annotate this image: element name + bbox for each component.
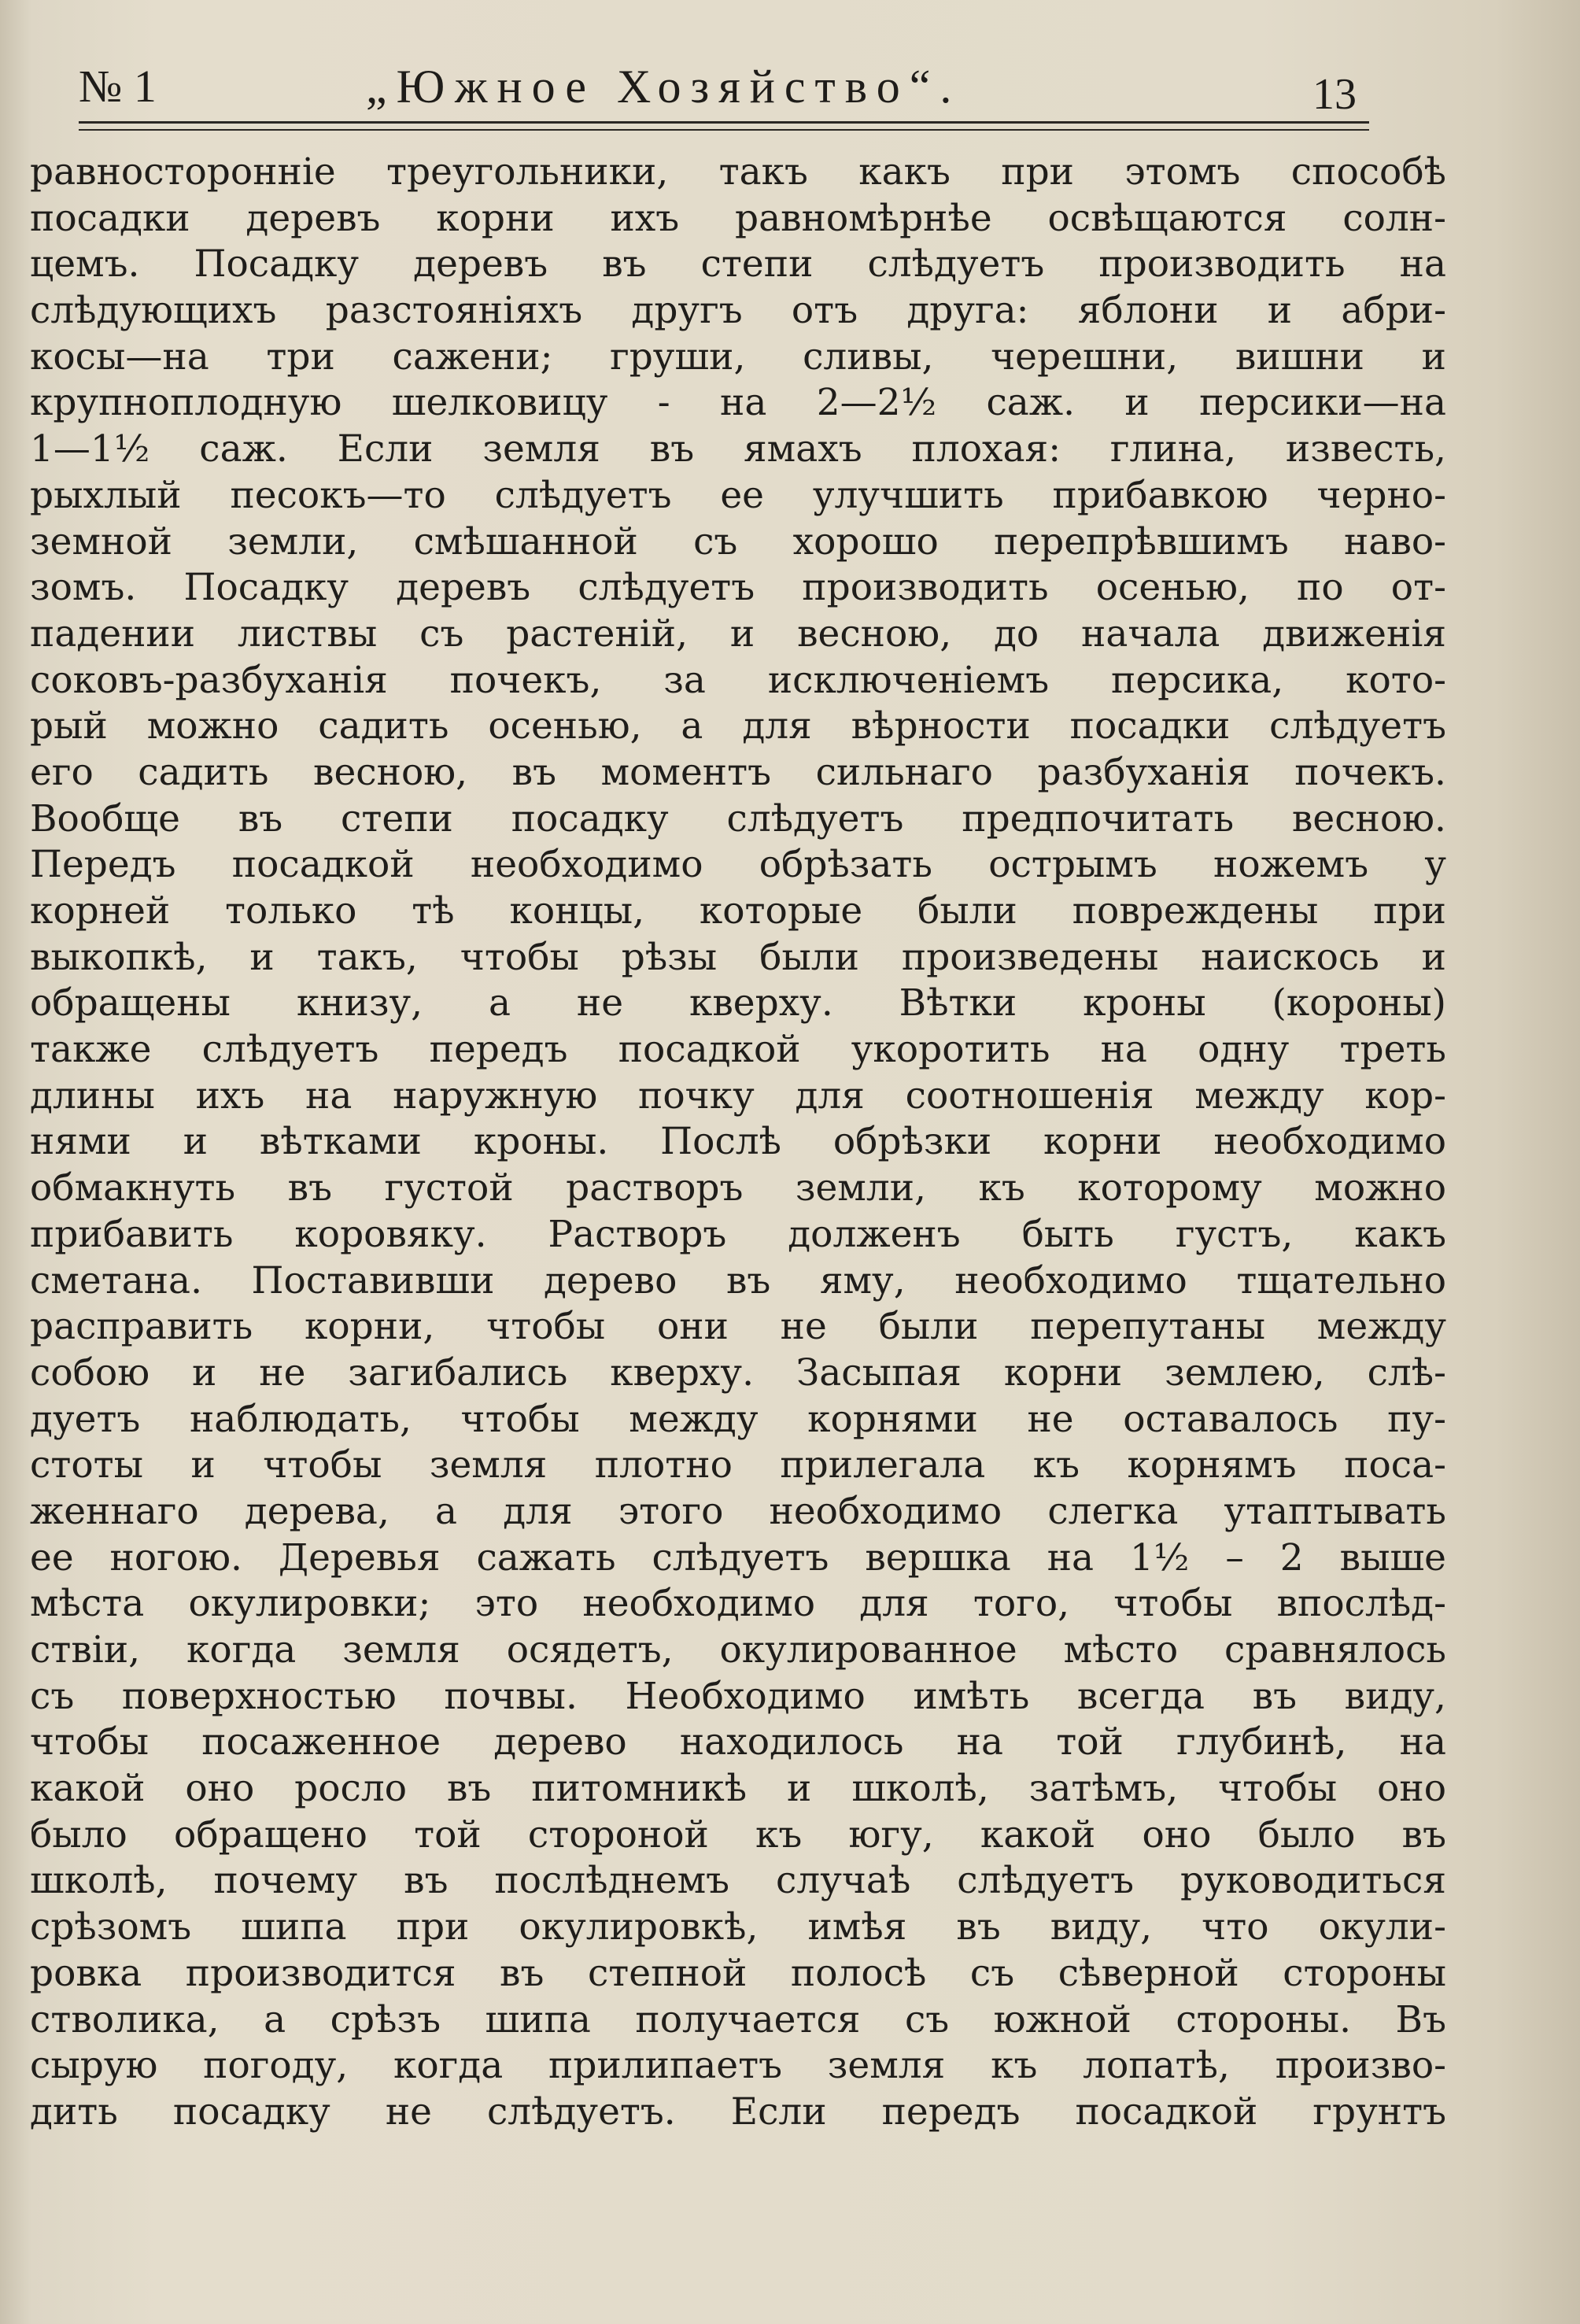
text-line: сырую погоду, когда прилипаетъ земля къ лопатѣ, произво- bbox=[30, 2044, 1446, 2088]
text-line: цемъ. Посадку деревъ въ степи слѣдуетъ производить на bbox=[30, 242, 1446, 286]
text-line: Передъ посадкой необходимо обрѣзать острымъ ножемъ у bbox=[30, 843, 1446, 887]
text-line: срѣзомъ шипа при окулировкѣ, имѣя въ виду, что окули- bbox=[30, 1905, 1446, 1949]
body-text bbox=[30, 150, 1446, 2136]
text-line: дуетъ наблюдать, чтобы между корнями не оставалось пу- bbox=[30, 1397, 1446, 1441]
text-line: посадки деревъ корни ихъ равномѣрнѣе освѣщаются солн- bbox=[30, 196, 1446, 240]
text-line: соковъ-разбуханія почекъ, за исключеніемъ персика, кото- bbox=[30, 658, 1446, 702]
text-line: обмакнуть въ густой растворъ земли, къ которому можно bbox=[30, 1166, 1446, 1210]
page-number: 13 bbox=[1312, 70, 1357, 119]
journal-title: „Южное Хозяйство“. bbox=[366, 61, 962, 113]
text-line: ее ногою. Деревья сажать слѣдуетъ вершка на 1½ – 2 выше bbox=[30, 1535, 1446, 1580]
text-line: ровка производится въ степной полосѣ съ сѣверной стороны bbox=[30, 1951, 1446, 1995]
text-line: 1—1½ саж. Если земля въ ямахъ плохая: глина, известь, bbox=[30, 427, 1446, 471]
text-line: расправить корни, чтобы они не были перепутаны между bbox=[30, 1305, 1446, 1349]
text-line: школѣ, почему въ послѣднемъ случаѣ слѣдуетъ руководиться bbox=[30, 1859, 1446, 1903]
text-line: нями и вѣтками кроны. Послѣ обрѣзки корни необходимо bbox=[30, 1120, 1446, 1164]
text-line: съ поверхностью почвы. Необходимо имѣть всегда въ виду, bbox=[30, 1674, 1446, 1718]
text-line: рыхлый песокъ—то слѣдуетъ ее улучшить прибавкою черно- bbox=[30, 473, 1446, 517]
text-line: мѣста окулировки; это необходимо для того, чтобы впослѣд- bbox=[30, 1582, 1446, 1626]
text-line: женнаго дерева, а для этого необходимо слегка утаптывать bbox=[30, 1489, 1446, 1533]
page-header bbox=[0, 47, 1580, 134]
text-line: прибавить коровяку. Растворъ долженъ быть густъ, какъ bbox=[30, 1212, 1446, 1256]
text-line: длины ихъ на наружную почку для соотношенія между кор- bbox=[30, 1073, 1446, 1118]
text-line: его садить весною, въ моментъ сильнаго разбуханія почекъ. bbox=[30, 750, 1446, 794]
text-line: какой оно росло въ питомникѣ и школѣ, затѣмъ, чтобы оно bbox=[30, 1767, 1446, 1811]
text-line: ствіи, когда земля осядетъ, окулированное мѣсто сравнялось bbox=[30, 1628, 1446, 1672]
text-line: косы—на три сажени; груши, сливы, черешни, вишни и bbox=[30, 334, 1446, 379]
text-line: равносторонніе треугольники, такъ какъ при этомъ способѣ bbox=[30, 150, 1446, 194]
text-line: крупноплодную шелковицу - на 2—2½ саж. и персики—на bbox=[30, 381, 1446, 425]
text-line: собою и не загибались кверху. Засыпая корни землею, слѣ- bbox=[30, 1350, 1446, 1395]
text-line: стоты и чтобы земля плотно прилегала къ корнямъ поса- bbox=[30, 1443, 1446, 1487]
text-line: выкопкѣ, и такъ, чтобы рѣзы были произведены наискось и bbox=[30, 935, 1446, 979]
header-rule bbox=[79, 121, 1369, 124]
text-line: стволика, а срѣзъ шипа получается съ южной стороны. Въ bbox=[30, 1997, 1446, 2041]
text-line: Вообще въ степи посадку слѣдуетъ предпочитать весною. bbox=[30, 796, 1446, 841]
text-line: сметана. Поставивши дерево въ яму, необходимо тщательно bbox=[30, 1258, 1446, 1302]
text-line: также слѣдуетъ передъ посадкой укоротить на одну треть bbox=[30, 1028, 1446, 1072]
text-line: было обращено той стороной къ югу, какой оно было въ bbox=[30, 1812, 1446, 1857]
text-line: рый можно садить осенью, а для вѣрности посадки слѣдуетъ bbox=[30, 704, 1446, 748]
issue-number: № 1 bbox=[79, 61, 157, 112]
header-rule-thin bbox=[79, 129, 1369, 131]
text-line: чтобы посаженное дерево находилось на той глубинѣ, на bbox=[30, 1720, 1446, 1764]
text-line: слѣдующихъ разстояніяхъ другъ отъ друга: яблони и абри- bbox=[30, 289, 1446, 333]
text-line: обращены книзу, а не кверху. Вѣтки кроны (короны) bbox=[30, 981, 1446, 1025]
text-line: зомъ. Посадку деревъ слѣдуетъ производить осенью, по от- bbox=[30, 566, 1446, 610]
text-line: земной земли, смѣшанной съ хорошо перепрѣвшимъ наво- bbox=[30, 519, 1446, 563]
text-line: падении листвы съ растеній, и весною, до начала движенія bbox=[30, 611, 1446, 656]
text-line: корней только тѣ концы, которые были повреждены при bbox=[30, 889, 1446, 933]
text-line: дить посадку не слѣдуетъ. Если передъ посадкой грунтъ bbox=[30, 2089, 1446, 2134]
